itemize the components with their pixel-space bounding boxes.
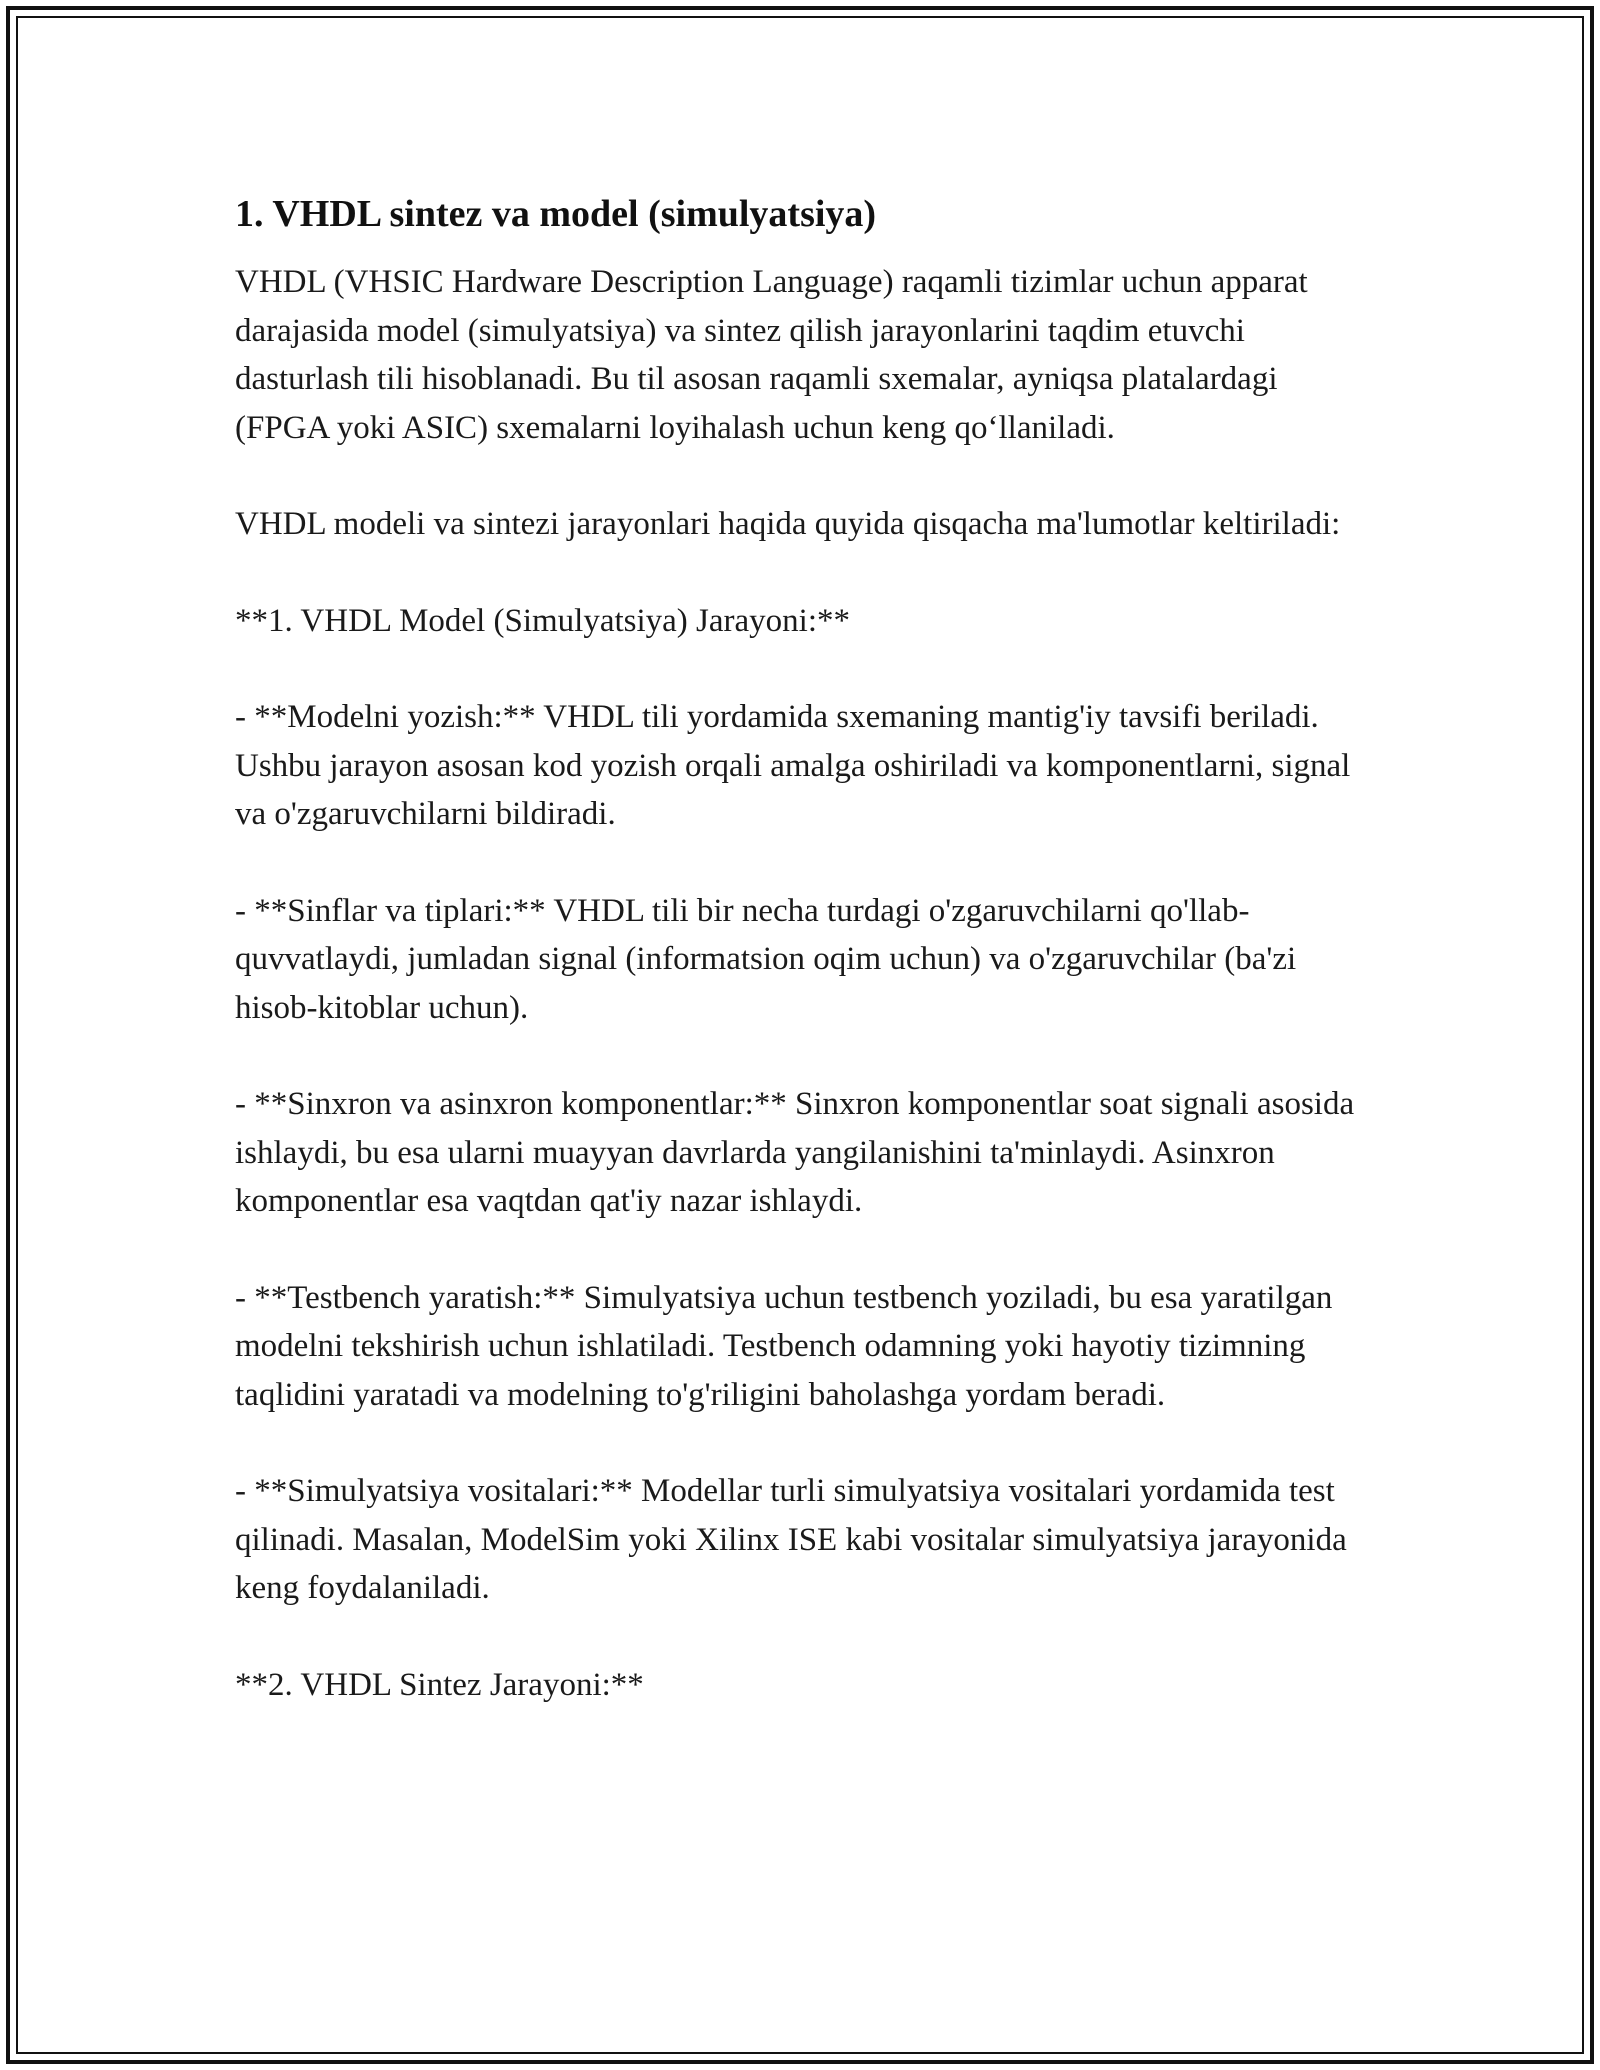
- list-item-simulation-tools: - **Simulyatsiya vositalari:** Modellar turli simulyatsiya vositalari yordamida test qilinadi. Masalan, ModelSim yoki Xilinx ISE kabi vositalar simulyatsiya jarayonida keng foydalaniladi.: [235, 1473, 1347, 1606]
- list-item-classes-types: - **Sinflar va tiplari:** VHDL tili bir necha turdagi o'zgaruvchilarni qo'llab-quvvatlaydi, jumladan signal (informatsion oqim uchun) va o'zgaruvchilar (ba'zi hisob-kitoblar uchun).: [235, 892, 1297, 1026]
- paragraph-overview: VHDL modeli va sintezi jarayonlari haqida quyida qisqacha ma'lumotlar keltiriladi:: [235, 506, 1341, 542]
- document-body: [235, 188, 1365, 1757]
- list-item-model-writing: - **Modelni yozish:** VHDL tili yordamida sxemaning mantig'iy tavsifi beriladi. Ushbu jarayon asosan kod yozish orqali amalga oshiriladi va komponentlarni, signal va o'zgaruvchilarni bildiradi.: [235, 699, 1351, 832]
- section-title-model: **1. VHDL Model (Simulyatsiya) Jarayoni:**: [235, 602, 851, 639]
- document-heading: 1. VHDL sintez va model (simulyatsiya): [235, 193, 877, 235]
- section-title-synthesis: **2. VHDL Sintez Jarayoni:**: [235, 1666, 644, 1703]
- list-item-testbench: - **Testbench yaratish:** Simulyatsiya uchun testbench yoziladi, bu esa yaratilgan modelni tekshirish uchun ishlatiladi. Testbench odamning yoki hayotiy tizimning taqlidini yaratadi va modelning to'g'riligini baholashga yordam beradi.: [235, 1279, 1333, 1413]
- list-item-sync-async: - **Sinxron va asinxron komponentlar:** Sinxron komponentlar soat signali asosida ishlaydi, bu esa ularni muayyan davrlarda yangilanishini ta'minlaydi. Asinxron komponentlar esa vaqtdan qat'iy nazar ishlaydi.: [235, 1086, 1355, 1219]
- paragraph-intro: VHDL (VHSIC Hardware Description Language) raqamli tizimlar uchun apparat darajasida model (simulyatsiya) va sintez qilish jarayonlarini taqdim etuvchi dasturlash tili hisoblanadi. Bu til asosan raqamli sxemalar, ayniqsa platalardagi (FPGA yoki ASIC) sxemalarni loyihalash uchun keng qo‘llaniladi.: [235, 264, 1308, 446]
